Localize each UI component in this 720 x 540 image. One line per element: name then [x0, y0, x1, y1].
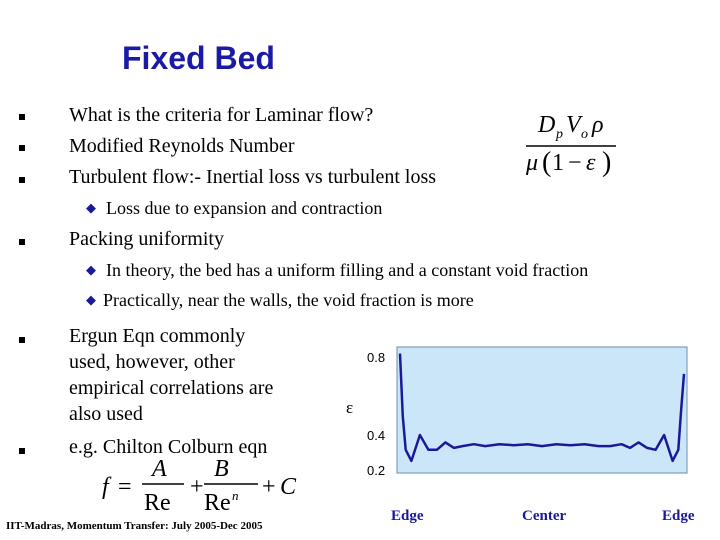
bullet-turbulent: Turbulent flow:- Inertial loss vs turbulent loss	[69, 166, 437, 188]
sub-bullet-expansion: Loss due to expansion and contraction	[106, 198, 383, 218]
svg-text:ρ: ρ	[592, 112, 604, 138]
y-tick-label: 0.2	[367, 463, 386, 478]
bullet-marker	[19, 114, 25, 120]
slide-title: Fixed Bed	[122, 40, 275, 76]
svg-text:−: −	[568, 150, 582, 176]
y-axis-label: ε	[346, 398, 354, 417]
plot-area	[397, 347, 687, 473]
sub-bullet-theory: In theory, the bed has a uniform filling and a constant void fraction	[106, 260, 589, 280]
bullet-reynolds: Modified Reynolds Number	[69, 135, 295, 157]
y-tick-label: 0.4	[367, 428, 386, 443]
bullet-marker	[19, 448, 25, 454]
svg-text:V: V	[566, 112, 581, 138]
diamond-bullet-icon: ◆	[86, 200, 96, 215]
svg-text:1: 1	[552, 150, 564, 176]
bullet-marker	[19, 177, 25, 183]
svg-text:(: (	[542, 147, 552, 178]
diamond-bullet-icon: ◆	[86, 262, 96, 277]
void-fraction-plot	[396, 346, 688, 474]
bullet-marker	[19, 239, 25, 245]
footer-text: IIT-Madras, Momentum Transfer: July 2005-Dec 2005	[6, 520, 263, 532]
svg-text:o: o	[581, 127, 588, 142]
svg-text:A: A	[152, 456, 167, 482]
bullet-marker	[19, 337, 25, 343]
reynolds-formula	[522, 104, 622, 180]
y-tick-label: 0.8	[367, 350, 386, 365]
bullet-ergun-line2: used, however, other	[69, 351, 235, 373]
chilton-colburn-equation	[98, 454, 298, 516]
svg-text:p: p	[556, 127, 563, 142]
bullet-laminar: What is the criteria for Laminar flow?	[69, 104, 374, 126]
bullet-packing: Packing uniformity	[69, 228, 224, 250]
bullet-chilton: e.g. Chilton Colburn eqn	[69, 436, 268, 458]
bullet-ergun-line1: Ergun Eqn commonly	[69, 325, 246, 347]
svg-text:f: f	[102, 474, 109, 500]
bullet-marker	[19, 145, 25, 151]
x-tick-label: Edge	[662, 508, 695, 524]
bullet-ergun-line3: empirical correlations are	[69, 377, 274, 399]
diamond-bullet-icon: ◆	[86, 292, 96, 307]
x-tick-label: Center	[522, 508, 567, 524]
x-tick-label: Edge	[391, 508, 424, 524]
svg-text:ε: ε	[586, 150, 596, 176]
svg-text:+: +	[262, 474, 276, 500]
svg-text:=: =	[118, 474, 132, 500]
svg-text:μ: μ	[526, 150, 539, 176]
svg-text:C: C	[280, 474, 297, 500]
sub-bullet-practically: Practically, near the walls, the void fraction is more	[103, 290, 474, 310]
svg-text:Re: Re	[144, 490, 171, 516]
svg-text:D: D	[538, 112, 556, 138]
svg-text:B: B	[214, 456, 229, 482]
svg-text:): )	[602, 147, 612, 178]
svg-text:n: n	[232, 488, 239, 503]
svg-text:Re: Re	[204, 490, 231, 516]
bullet-ergun-line4: also used	[69, 403, 143, 425]
svg-text:+: +	[190, 474, 204, 500]
